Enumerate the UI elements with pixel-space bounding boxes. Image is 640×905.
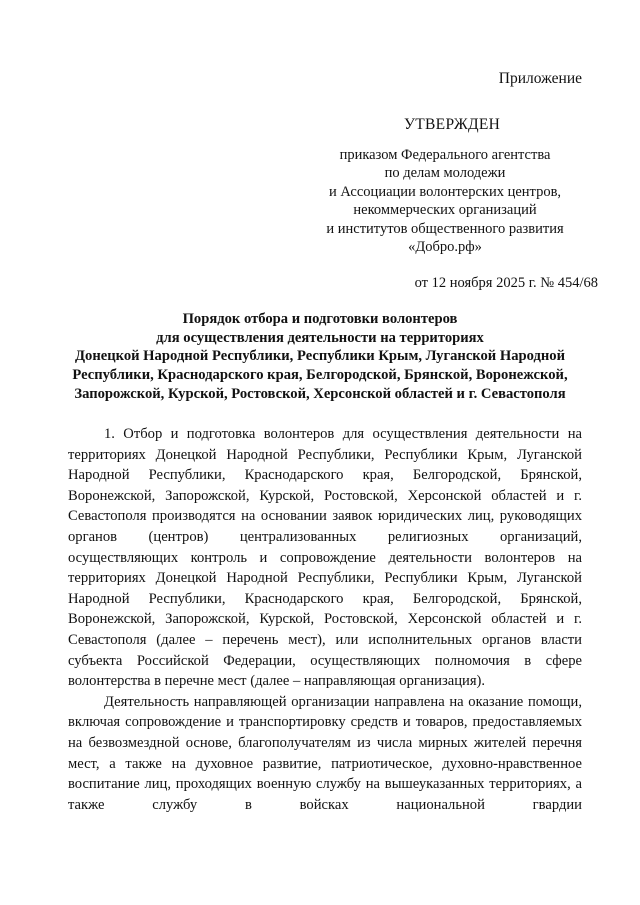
- paragraph-2: Деятельность направляющей организации направлена на оказание помощи, включая сопровождение и транспортировку средств и товаров, предоставляемых на безвозмездной основе, благополучателям из числа мирных жителей перечня мест, а также на духовное развитие, патриотическое, духовно-нравственное воспитание лиц, проходящих военную службу на вышеуказанных территориях, а также службу в войсках национальной гвардии: [68, 693, 582, 813]
- approved-heading: УТВЕРЖДЕН: [404, 116, 501, 133]
- title-line: Донецкой Народной Республики, Республики Крым, Луганской Народной: [74, 348, 565, 365]
- order-line: и институтов общественного развития: [326, 220, 564, 237]
- order-line: приказом Федерального агентства: [339, 147, 551, 163]
- title-line: Республики, Краснодарского края, Белгородской, Брянской, Воронежской,: [72, 367, 568, 384]
- title-line: для осуществления деятельности на территориях: [156, 329, 484, 346]
- order-line: некоммерческих организаций: [353, 202, 537, 219]
- order-line: и Ассоциации волонтерских центров,: [328, 183, 562, 200]
- paragraph-1: 1. Отбор и подготовка волонтеров для осуществления деятельности на территориях Донецкой Народной Республики, Республики Крым, Луганской Народной Республики, Краснодарского края, Белгородской, Брянской, Воронежской, Запорожской, Курской, Ростовской, Херсонской областей и г. Севастополя производятся на основании заявок юридических лиц, руководящих органов (центров) централизованных религиозных организаций, осуществляющих контроль и сопровождение деятельности волонтеров на территориях Донецкой Народной Республики, Республики Крым, Луганской Народной Республики, Краснодарского края, Белгородской, Брянской, Воронежской, Запорожской, Курской, Ростовской, Херсонской областей и г. Севастополя (далее – перечень мест), или исполнительных органов власти субъекта Российской Федерации, осуществляющих полномочия в сфере волонтерства в перечне мест (далее – направляющая организация).: [68, 426, 582, 690]
- title-line: Порядок отбора и подготовки волонтеров: [182, 311, 458, 327]
- document-title: [40, 310, 600, 404]
- title-line: Запорожской, Курской, Ростовской, Херсонской областей и г. Севастополя: [74, 385, 566, 402]
- order-line: «Добро.рф»: [408, 239, 482, 256]
- order-date: от 12 ноября 2025 г. № 454/68: [414, 275, 598, 292]
- order-reference: [280, 146, 610, 293]
- order-line: по делам молодежи: [384, 165, 506, 182]
- document-body: [68, 424, 582, 815]
- appendix-label: Приложение: [498, 70, 582, 87]
